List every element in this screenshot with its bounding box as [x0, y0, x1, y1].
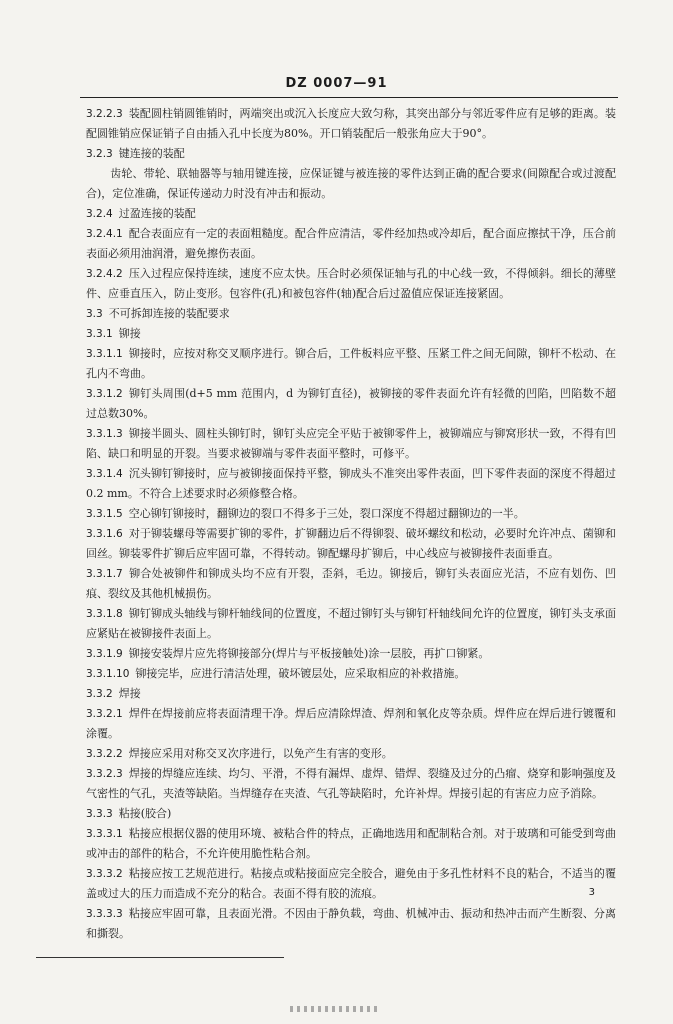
section-heading: [86, 804, 616, 824]
header-rule: [80, 97, 618, 98]
page-number: 3: [588, 887, 595, 898]
clause-text: 粘接应按工艺规范进行。粘接点或粘接面应完全胶合，避免由于多孔性材料不良的粘合，不适当的覆盖或过大的压力而造成不充分的粘合。表面不得有胶的流痕。: [86, 867, 616, 900]
clause-paragraph: [86, 164, 616, 204]
clause-paragraph: [86, 644, 616, 664]
clause-text: 铆钉头周围(d+5 mm 范围内，d 为铆钉直径)，被铆接的零件表面允许有轻微的凹陷，凹陷数不超过总数30%。: [86, 387, 616, 420]
clause-text: 铆接时，应按对称交叉顺序进行。铆合后，工件板料应平整、压紧工件之间无间隙，铆杆不松动、在孔内不弯曲。: [86, 347, 616, 380]
clause-number: 3.3: [86, 308, 103, 320]
clause-text: 焊接应采用对称交叉次序进行，以免产生有害的变形。: [128, 747, 393, 760]
clause-number: 3.3.1.1: [86, 348, 123, 360]
scan-artifact: [290, 1006, 380, 1012]
clause-paragraph: [86, 564, 616, 604]
clause-text: 沉头铆钉铆接时，应与被铆接面保持平整，铆成头不准突出零件表面，凹下零件表面的深度不得超过0.2 mm。不符合上述要求时必须修整合格。: [86, 467, 616, 500]
clause-number: 3.3.1.10: [86, 668, 130, 680]
clause-paragraph: [86, 224, 616, 264]
clause-number: 3.3.3: [86, 808, 113, 820]
clause-number: 3.3.2.1: [86, 708, 123, 720]
clause-number: 3.2.4.1: [86, 228, 123, 240]
clause-paragraph: [86, 344, 616, 384]
clause-paragraph: [86, 384, 616, 424]
clause-number: 3.3.2.3: [86, 768, 123, 780]
clause-text: 压入过程应保持连续，速度不应太快。压合时必须保证轴与孔的中心线一致，不得倾斜。细长的薄壁件、应垂直压入，防止变形。包容件(孔)和被包容件(轴)配合后过盈值应保证连接紧固。: [86, 267, 616, 300]
clause-number: 3.2.4.2: [86, 268, 123, 280]
clause-text: 铆接半圆头、圆柱头铆钉时，铆钉头应完全平贴于被铆零件上，被铆端应与铆窝形状一致，不得有凹陷、缺口和明显的开裂。当要求被铆端与零件表面平整时，可修平。: [86, 427, 616, 460]
section-heading: [86, 324, 616, 344]
clause-text: 粘接应根据仪器的使用环境、被粘合件的特点，正确地选用和配制粘合剂。对于玻璃和可能受到弯曲或冲击的部件的粘合，不允许使用脆性粘合剂。: [86, 827, 616, 860]
clause-text: 过盈连接的装配: [118, 207, 196, 220]
document-body: [86, 104, 616, 944]
clause-text: 焊接的焊缝应连续、均匀、平滑，不得有漏焊、虚焊、错焊、裂缝及过分的凸瘤、烧穿和影响强度及气密性的气孔，夹渣等缺陷。当焊缝存在夹渣、气孔等缺陷时，允许补焊。焊接引起的有害应力应予消除。: [86, 767, 616, 800]
clause-number: 3.3.1.5: [86, 508, 123, 520]
clause-text: 装配圆柱销圆锥销时，两端突出或沉入长度应大致匀称，其突出部分与邻近零件应有足够的距离。装配圆锥销应保证销子自由插入孔中长度为80%。开口销装配后一般张角应大于90°。: [86, 107, 616, 140]
clause-number: 3.3.1.3: [86, 428, 123, 440]
clause-text: 焊件在焊接前应将表面清理干净。焊后应清除焊渣、焊剂和氧化皮等杂质。焊件应在焊后进行镀覆和涂覆。: [86, 707, 616, 740]
clause-number: 3.3.3.2: [86, 868, 123, 880]
clause-paragraph: [86, 824, 616, 864]
clause-paragraph: [86, 664, 616, 684]
clause-text: 铆接: [118, 327, 141, 340]
clause-text: 不可拆卸连接的装配要求: [108, 307, 230, 320]
clause-text: 铆接完毕，应进行清洁处理，破坏镀层处，应采取相应的补救措施。: [135, 667, 466, 680]
section-heading: [86, 684, 616, 704]
clause-paragraph: [86, 464, 616, 504]
clause-number: 3.2.3: [86, 148, 113, 160]
clause-number: 3.3.1.7: [86, 568, 123, 580]
clause-text: 空心铆钉铆接时，翻铆边的裂口不得多于三处，裂口深度不得超过翻铆边的一半。: [128, 507, 525, 520]
clause-text: 对于铆装螺母等需要扩铆的零件，扩铆翻边后不得铆裂、破坏螺纹和松动，必要时允许冲点、菌铆和回丝。铆装零件扩铆后应牢固可靠，不得转动。铆配螺母扩铆后，中心线应与被铆接件表面垂直。: [86, 527, 616, 560]
clause-paragraph: [86, 604, 616, 644]
section-heading: [86, 204, 616, 224]
clause-text: 配合表面应有一定的表面粗糙度。配合件应清洁，零件经加热或冷却后，配合面应擦拭干净，压合前表面必须用油润滑，避免擦伤表面。: [86, 227, 616, 260]
clause-number: 3.3.3.3: [86, 908, 123, 920]
standard-code-header: DZ 0007—91: [285, 76, 388, 91]
clause-number: 3.2.2.3: [86, 108, 123, 120]
clause-number: 3.2.4: [86, 208, 113, 220]
clause-paragraph: [86, 524, 616, 564]
clause-number: 3.3.1: [86, 328, 113, 340]
clause-text: 齿轮、带轮、联轴器等与轴用键连接，应保证键与被连接的零件达到正确的配合要求(间隙配合或过渡配合)，定位准确，保证传递动力时没有冲击和振动。: [86, 167, 616, 200]
clause-text: 键连接的装配: [118, 147, 185, 160]
clause-number: 3.3.2.2: [86, 748, 123, 760]
clause-text: 铆钉铆成头轴线与铆杆轴线间的位置度，不超过铆钉头与铆钉杆轴线间允许的位置度，铆钉头支承面应紧贴在被铆接件表面上。: [86, 607, 616, 640]
clause-number: 3.3.1.4: [86, 468, 123, 480]
clause-number: 3.3.1.9: [86, 648, 123, 660]
footnote-rule: [36, 957, 284, 958]
clause-paragraph: [86, 744, 616, 764]
clause-text: 铆接安装焊片应先将铆接部分(焊片与平板接触处)涂一层胶，再扩口铆紧。: [128, 647, 490, 660]
section-heading: [86, 144, 616, 164]
clause-paragraph: [86, 764, 616, 804]
clause-number: 3.3.3.1: [86, 828, 123, 840]
clause-number: 3.3.1.6: [86, 528, 123, 540]
clause-text: 焊接: [118, 687, 141, 700]
clause-paragraph: [86, 424, 616, 464]
clause-paragraph: [86, 904, 616, 944]
clause-paragraph: [86, 504, 616, 524]
clause-paragraph: [86, 864, 616, 904]
clause-number: 3.3.1.8: [86, 608, 123, 620]
clause-text: 粘接应牢固可靠，且表面光滑。不因由于静负载，弯曲、机械冲击、振动和热冲击而产生断裂、分离和撕裂。: [86, 907, 616, 940]
section-heading: [86, 304, 616, 324]
clause-number: 3.3.2: [86, 688, 113, 700]
clause-text: 粘接(胶合): [118, 807, 172, 820]
clause-text: 铆合处被铆件和铆成头均不应有开裂，歪斜，毛边。铆接后，铆钉头表面应光洁，不应有划伤、凹痕、裂纹及其他机械损伤。: [86, 567, 616, 600]
clause-paragraph: [86, 264, 616, 304]
clause-paragraph: [86, 704, 616, 744]
clause-paragraph: [86, 104, 616, 144]
clause-number: 3.3.1.2: [86, 388, 123, 400]
